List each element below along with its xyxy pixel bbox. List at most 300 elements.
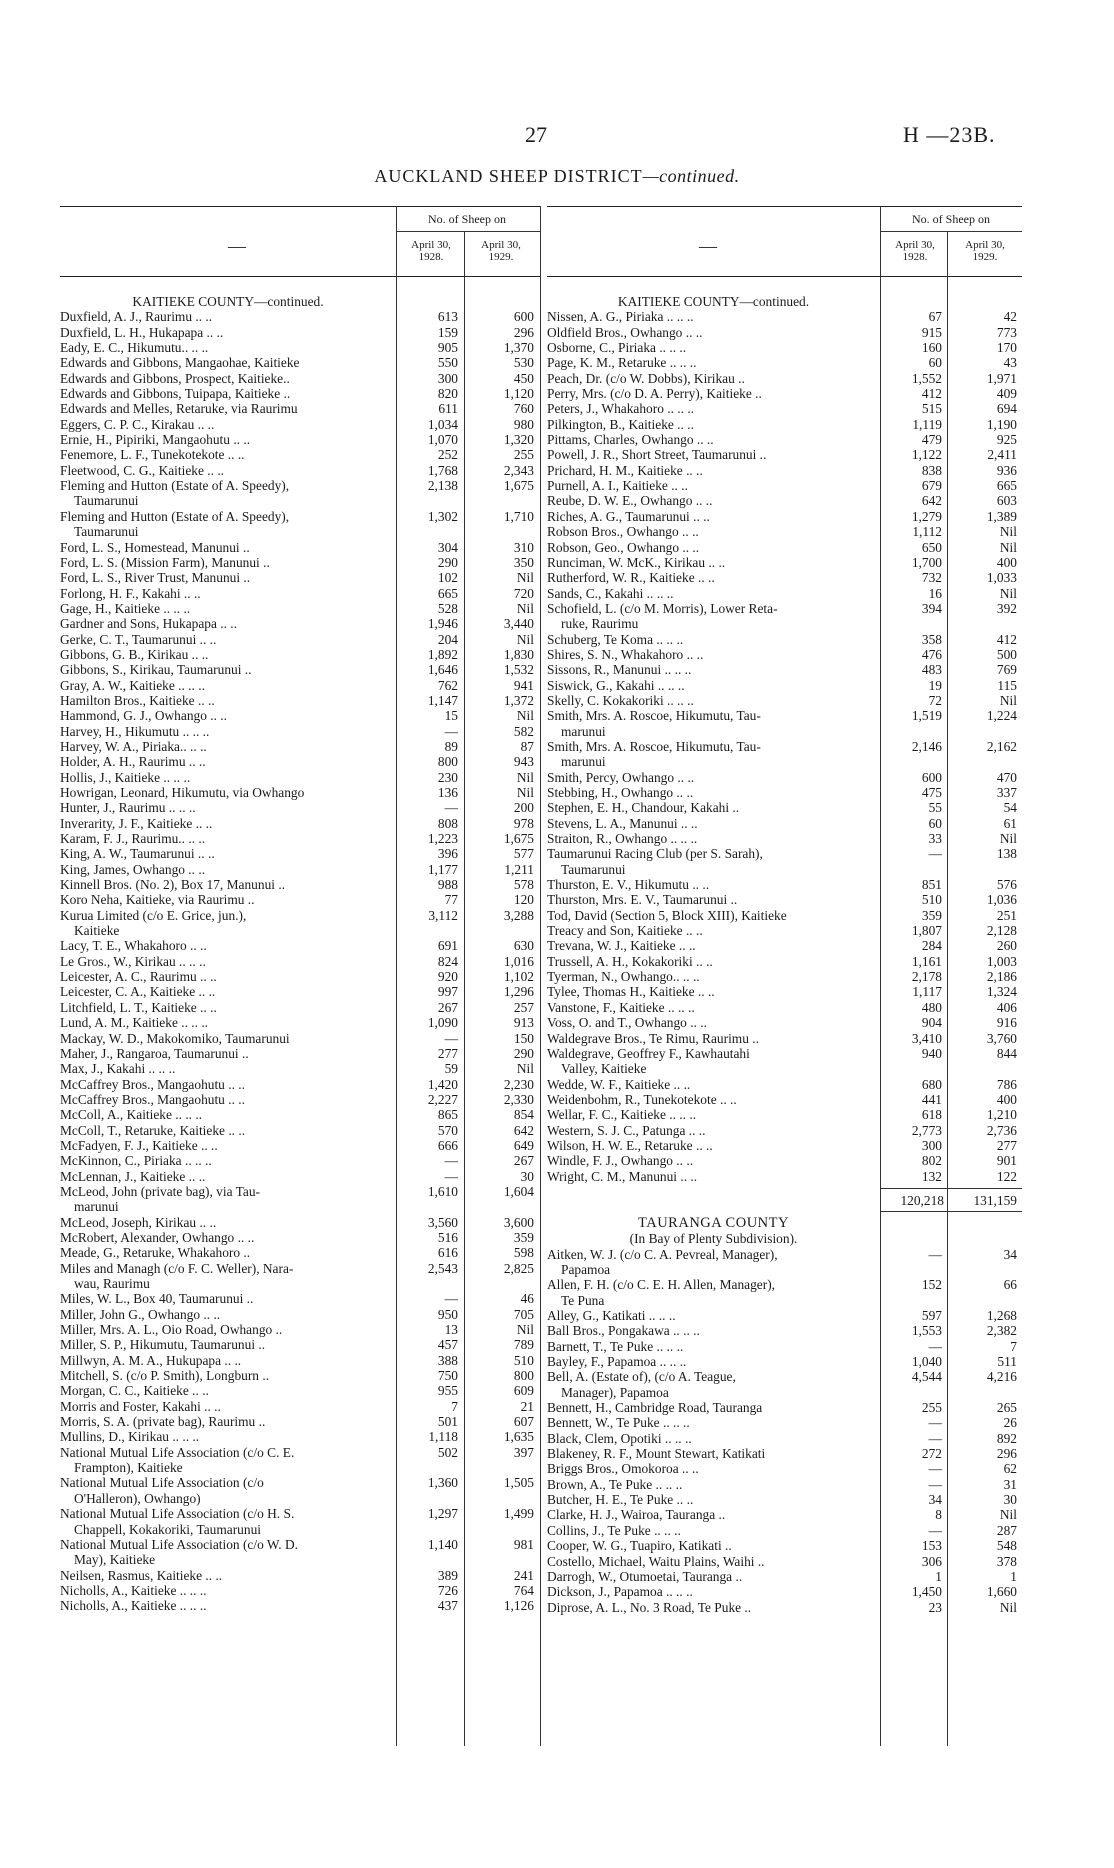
table-row: [547, 616, 1022, 631]
owner-name: Morgan, C. C., Kaitieke .. ..: [60, 1383, 209, 1399]
owner-name: Mackay, W. D., Makokomiko, Taumarunui: [60, 1030, 290, 1046]
sheep-1929: 1,372: [503, 692, 534, 708]
table-row: [60, 1368, 540, 1383]
owner-name: Pittams, Charles, Owhango .. ..: [547, 432, 714, 448]
sheep-1929: 694: [996, 401, 1017, 417]
sheep-1928: 284: [921, 938, 942, 954]
owner-name: National Mutual Life Association (c/o C. E.: [60, 1444, 295, 1460]
sheep-1928: 60: [928, 815, 942, 831]
owner-name: Manager), Papamoa: [561, 1384, 669, 1400]
owner-name: Litchfield, L. T., Kaitieke .. ..: [60, 999, 217, 1015]
sheep-1928: 1,161: [911, 953, 942, 969]
table-row: [547, 693, 1022, 708]
table-row: [547, 340, 1022, 355]
sheep-1928: 230: [437, 769, 458, 785]
sheep-1928: 1,118: [428, 1429, 458, 1445]
table-row: [60, 1184, 540, 1199]
sheep-1928: 204: [437, 631, 458, 647]
table-row: [547, 371, 1022, 386]
table-row: [60, 417, 540, 432]
table-row: [60, 1322, 540, 1337]
sheep-1928: —: [444, 1030, 458, 1046]
owner-name: Miles and Managh (c/o F. C. Weller), Nara-: [60, 1260, 294, 1276]
owner-name: Purnell, A. I., Kaitieke .. ..: [547, 478, 688, 494]
sheep-1928: 475: [921, 785, 942, 800]
sheep-1929: 62: [1003, 1461, 1017, 1477]
table-row: [60, 1399, 540, 1414]
sheep-1929: 642: [513, 1122, 534, 1138]
sheep-1929: Nil: [516, 708, 534, 724]
table-row: [547, 969, 1022, 984]
table-row: [547, 493, 1022, 508]
table-row: [547, 1400, 1022, 1415]
owner-name: Fleetwood, C. G., Kaitieke .. ..: [60, 462, 225, 478]
sheep-1928: 865: [437, 1107, 458, 1123]
sheep-1928: 19: [928, 677, 942, 693]
sheep-1928: 988: [437, 877, 458, 893]
sheep-1928: 388: [437, 1352, 458, 1368]
owner-name: Nissen, A. G., Piriaka .. .. ..: [547, 309, 694, 325]
owner-name: Frampton), Kaitieke: [74, 1460, 183, 1476]
owner-name: McCaffrey Bros., Mangaohutu .. ..: [60, 1091, 245, 1107]
sheep-1929: Nil: [516, 631, 534, 647]
sheep-1929: 980: [513, 416, 534, 432]
owner-name: Millwyn, A. M. A., Hukupapa .. ..: [60, 1352, 242, 1368]
sheep-1928: 152: [921, 1277, 942, 1293]
owner-name: Bayley, F., Papamoa .. .. ..: [547, 1354, 687, 1370]
sheep-1929: 769: [996, 662, 1017, 678]
sheep-1928: 1,177: [427, 861, 458, 877]
sheep-1928: —: [444, 723, 458, 739]
sheep-1928: 1,610: [427, 1183, 458, 1199]
owner-name: Meade, G., Retaruke, Whakahoro ..: [60, 1245, 251, 1261]
table-row: [60, 831, 540, 846]
sheep-1929: Nil: [516, 570, 534, 586]
sheep-1929: 400: [996, 554, 1017, 570]
sheep-1929: 296: [513, 324, 534, 340]
sheep-1928: 23: [928, 1599, 942, 1615]
owner-name: Bennett, H., Cambridge Road, Tauranga: [547, 1400, 763, 1416]
sheep-1928: 642: [921, 493, 942, 509]
sheep-1928: 3,410: [911, 1030, 942, 1046]
owner-name: McRobert, Alexander, Owhango .. ..: [60, 1229, 255, 1245]
owner-name: Siswick, G., Kakahi .. .. ..: [547, 677, 685, 693]
sheep-1929: 4,216: [986, 1369, 1017, 1385]
sheep-1928: 905: [437, 340, 458, 356]
sheep-1928: 159: [437, 324, 458, 340]
table-row: [60, 1276, 540, 1291]
sheep-1928: 483: [921, 662, 942, 678]
sheep-1928: 72: [928, 692, 942, 708]
document-reference: H —23B.: [903, 122, 996, 147]
sheep-1928: 479: [921, 432, 942, 448]
sheep-1929: 3,288: [503, 907, 534, 923]
sheep-1929: 916: [996, 1015, 1017, 1031]
table-row: [547, 632, 1022, 647]
owner-name: Harvey, H., Hikumutu .. .. ..: [60, 723, 210, 739]
header-date-1928: April 30, 1928.: [411, 239, 451, 263]
sheep-1929: 603: [996, 493, 1017, 509]
sheep-1928: 851: [921, 877, 942, 893]
table-row: [60, 586, 540, 601]
sheep-1928: 15: [444, 708, 458, 724]
sheep-1929: 530: [513, 355, 534, 371]
sheep-1928: 7: [451, 1398, 458, 1414]
owner-name: Ernie, H., Pipiriki, Mangaohutu .. ..: [60, 432, 251, 448]
owner-name: Windle, F. J., Owhango .. ..: [547, 1153, 694, 1169]
sheep-1929: 1,036: [986, 892, 1017, 908]
sheep-1928: 904: [921, 1015, 942, 1031]
table-row: [60, 954, 540, 969]
owner-name: Ford, L. S., River Trust, Manunui ..: [60, 570, 251, 586]
sheep-1929: 1,033: [986, 570, 1017, 586]
sheep-1929: 3,440: [503, 616, 534, 632]
owner-name: Morris and Foster, Kakahi .. ..: [60, 1398, 221, 1414]
sheep-1929: 720: [513, 585, 534, 601]
table-row: [547, 1523, 1022, 1538]
owner-name: McCaffrey Bros., Mangaohutu .. ..: [60, 1076, 245, 1092]
table-row: [547, 892, 1022, 907]
sheep-1928: 1,140: [427, 1536, 458, 1552]
table-row: [547, 1262, 1022, 1277]
owner-name: Eady, E. C., Hikumutu.. .. ..: [60, 340, 209, 356]
owner-name: Wright, C. M., Manunui .. ..: [547, 1168, 698, 1184]
sheep-1928: 1,450: [911, 1584, 942, 1600]
table-row: [60, 1138, 540, 1153]
owner-name: Prichard, H. M., Kaitieke .. ..: [547, 462, 703, 478]
sheep-1928: 1,040: [911, 1354, 942, 1370]
owner-name: Hammond, G. J., Owhango .. ..: [60, 708, 227, 724]
sheep-1928: 457: [437, 1337, 458, 1353]
owner-name: Leicester, A. C., Raurimu .. ..: [60, 969, 217, 985]
owner-name: Bell, A. (Estate of), (c/o A. Teague,: [547, 1369, 736, 1385]
table-row: [60, 355, 540, 370]
sheep-1929: 1,190: [986, 416, 1017, 432]
sheep-1928: 2,138: [427, 478, 458, 494]
sheep-1928: 501: [437, 1414, 458, 1430]
owner-name: Miles, W. L., Box 40, Taumarunui ..: [60, 1291, 254, 1307]
owner-name: Gage, H., Kaitieke .. .. ..: [60, 600, 191, 616]
table-row: [60, 401, 540, 416]
sheep-1928: 732: [921, 570, 942, 586]
table-row: [547, 984, 1022, 999]
owner-name: Ball Bros., Pongakawa .. .. ..: [547, 1323, 700, 1339]
sheep-1928: 1,297: [427, 1506, 458, 1522]
sheep-1928: 800: [437, 754, 458, 770]
owner-name: Trussell, A. H., Kokakoriki .. ..: [547, 953, 713, 969]
sheep-1929: 649: [513, 1137, 534, 1153]
sheep-1928: 255: [921, 1400, 942, 1416]
sheep-1929: Nil: [516, 769, 534, 785]
owner-name: Gibbons, S., Kirikau, Taumarunui ..: [60, 662, 252, 678]
sheep-1929: 1,660: [986, 1584, 1017, 1600]
sheep-1929: 844: [996, 1045, 1017, 1061]
owner-name: Taumarunui Racing Club (per S. Sarah),: [547, 846, 763, 862]
sheep-1928: 252: [437, 447, 458, 463]
table-row: [547, 708, 1022, 723]
sheep-1928: 666: [437, 1137, 458, 1153]
owner-name: Edwards and Gibbons, Prospect, Kaitieke..: [60, 370, 290, 386]
owner-name: ruke, Raurimu: [561, 616, 639, 632]
sheep-1929: 1,499: [503, 1506, 534, 1522]
sheep-1929: 582: [513, 723, 534, 739]
sheep-1928: 650: [921, 539, 942, 555]
table-row: [60, 632, 540, 647]
sheep-1929: 1: [1010, 1568, 1017, 1584]
table-row: [60, 1031, 540, 1046]
sheep-1929: 1,224: [986, 708, 1017, 724]
owner-name: Morris, S. A. (private bag), Raurimu ..: [60, 1414, 266, 1430]
sheep-1929: 978: [513, 815, 534, 831]
owner-name: Trevana, W. J., Kaitieke .. ..: [547, 938, 696, 954]
sheep-1928: 762: [437, 677, 458, 693]
table-row: [60, 555, 540, 570]
owner-name: Kaitieke: [74, 923, 120, 939]
sheep-1928: 153: [921, 1538, 942, 1554]
table-row: [60, 601, 540, 616]
table-row: [60, 1337, 540, 1352]
owner-name: Kurua Limited (c/o E. Grice, jun.),: [60, 907, 247, 923]
owner-name: Harvey, W. A., Piriaka.. .. ..: [60, 738, 207, 754]
sheep-1928: 613: [437, 309, 458, 325]
table-row: [547, 386, 1022, 401]
sheep-1929: 913: [513, 1015, 534, 1031]
table-row: [547, 938, 1022, 953]
sheep-1929: 2,411: [987, 447, 1017, 463]
table-row: [60, 678, 540, 693]
owner-name: Ford, L. S. (Mission Farm), Manunui ..: [60, 554, 270, 570]
table-row: [547, 877, 1022, 892]
sheep-1929: 1,370: [503, 340, 534, 356]
sheep-1928: 290: [437, 554, 458, 570]
table-row: [547, 770, 1022, 785]
section-heading-tauranga: TAURANGA COUNTY: [638, 1214, 789, 1231]
table-row: [60, 1215, 540, 1230]
sheep-1928: 2,178: [911, 969, 942, 985]
owner-name: Fenemore, L. F., Tunekotekote .. ..: [60, 447, 245, 463]
table-row: [60, 1414, 540, 1429]
sheep-1928: 267: [437, 999, 458, 1015]
sheep-1928: —: [444, 1153, 458, 1169]
sheep-1929: Nil: [999, 524, 1017, 540]
table-row: [547, 1569, 1022, 1584]
sheep-1928: 820: [437, 386, 458, 402]
sheep-1928: 396: [437, 846, 458, 862]
table-row: [60, 1000, 540, 1015]
sheep-1928: —: [928, 846, 942, 862]
sheep-1929: 2,186: [986, 969, 1017, 985]
sheep-1928: 67: [928, 309, 942, 325]
sheep-1929: 1,710: [503, 508, 534, 524]
total-row: [547, 1189, 1022, 1211]
table-row: [60, 432, 540, 447]
table-row: [547, 432, 1022, 447]
sheep-1928: 2,773: [911, 1122, 942, 1138]
table-row: [60, 1522, 540, 1537]
sheep-1928: 838: [921, 462, 942, 478]
sheep-1929: 3,600: [503, 1214, 534, 1230]
table-row: [60, 1153, 540, 1168]
sheep-1929: 600: [513, 309, 534, 325]
table-row: [547, 1554, 1022, 1569]
sheep-1928: 915: [921, 324, 942, 340]
sheep-1929: 265: [996, 1400, 1017, 1416]
table-row: [547, 831, 1022, 846]
owner-name: Koro Neha, Kaitieke, via Raurimu ..: [60, 892, 255, 908]
table-row: [60, 724, 540, 739]
sheep-1929: 120: [513, 892, 534, 908]
header-date-1929: April 30, 1929.: [481, 239, 521, 263]
sheep-1928: 1,117: [912, 984, 942, 1000]
owner-name: Rutherford, W. R., Kaitieke .. ..: [547, 570, 715, 586]
sheep-1928: —: [444, 800, 458, 816]
sheep-1928: 476: [921, 646, 942, 662]
table-row: [60, 969, 540, 984]
owner-name: wau, Raurimu: [74, 1276, 150, 1291]
sheep-1929: 31: [1003, 1476, 1017, 1492]
sheep-1929: 296: [996, 1446, 1017, 1462]
owner-name: Riches, A. G., Taumarunui .. ..: [547, 508, 710, 524]
section-heading: KAITIEKE COUNTY—continued.: [132, 294, 324, 309]
sheep-1929: Nil: [999, 1599, 1017, 1615]
owner-name: Waldegrave Bros., Te Rimu, Raurimu ..: [547, 1030, 759, 1046]
owner-name: Western, S. J. C., Patunga .. ..: [547, 1122, 706, 1138]
owner-name: Peters, J., Whakahoro .. .. ..: [547, 401, 695, 417]
sheep-1928: 306: [921, 1553, 942, 1569]
table-row: [547, 1293, 1022, 1308]
sheep-1928: 726: [437, 1582, 458, 1598]
table-row: [60, 938, 540, 953]
sheep-1928: 1,302: [427, 508, 458, 524]
sheep-1928: 480: [921, 999, 942, 1015]
sheep-1929: 267: [513, 1153, 534, 1169]
sheep-1928: —: [928, 1415, 942, 1431]
table-row: [547, 586, 1022, 601]
header-no-of-sheep: No. of Sheep on: [428, 212, 506, 226]
table-row: [60, 662, 540, 677]
owner-name: Wellar, F. C., Kaitieke .. .. ..: [547, 1107, 697, 1123]
sheep-1929: 43: [1003, 355, 1017, 371]
table-row: [547, 1077, 1022, 1092]
sheep-1929: 510: [513, 1352, 534, 1368]
table-row: [60, 493, 540, 508]
owner-name: Gray, A. W., Kaitieke .. .. ..: [60, 677, 205, 693]
table-row: [547, 524, 1022, 539]
table-row: [547, 1169, 1022, 1184]
sheep-1928: 616: [437, 1245, 458, 1261]
owner-name: Edwards and Gibbons, Tuipapa, Kaitieke ..: [60, 386, 291, 402]
owner-name: Smith, Mrs. A. Roscoe, Hikumutu, Tau-: [547, 708, 761, 724]
sheep-1929: 1,675: [503, 478, 534, 494]
table-row: [547, 816, 1022, 831]
owner-name: McLennan, J., Kaitieke .. ..: [60, 1168, 206, 1184]
sheep-1929: 1,604: [503, 1183, 534, 1199]
sheep-1928: 2,543: [427, 1260, 458, 1276]
owner-name: marunui: [74, 1199, 119, 1215]
sheep-1928: 2,227: [427, 1091, 458, 1107]
owner-name: Sands, C., Kakahi .. .. ..: [547, 585, 674, 601]
owner-name: Taumarunui: [561, 861, 626, 877]
sheep-1928: 1,360: [427, 1475, 458, 1491]
owner-name: Max, J., Kakahi .. .. ..: [60, 1061, 176, 1077]
table-row: [547, 785, 1022, 800]
sheep-1928: 597: [921, 1308, 942, 1323]
sheep-1928: 1,034: [427, 416, 458, 432]
sheep-1928: 389: [437, 1567, 458, 1583]
sheep-1929: 138: [996, 846, 1017, 862]
sheep-1929: Nil: [516, 1061, 534, 1077]
sheep-1928: 1,768: [427, 462, 458, 478]
sheep-1928: 132: [921, 1168, 942, 1184]
table-row: [547, 1431, 1022, 1446]
sheep-1928: 1,553: [911, 1323, 942, 1339]
owner-name: Hunter, J., Raurimu .. .. ..: [60, 800, 196, 816]
sheep-1929: 170: [996, 340, 1017, 356]
sheep-1928: —: [444, 1291, 458, 1307]
owner-name: Sissons, R., Manunui .. .. ..: [547, 662, 692, 678]
table-row: [547, 1015, 1022, 1030]
owner-name: Lund, A. M., Kaitieke .. .. ..: [60, 1015, 209, 1031]
sheep-1928: 570: [437, 1122, 458, 1138]
sheep-1929: 21: [520, 1398, 534, 1414]
table-row: [60, 1015, 540, 1030]
sheep-1928: 1,223: [427, 831, 458, 847]
owner-name: Peach, Dr. (c/o W. Dobbs), Kirikau ..: [547, 370, 745, 386]
table-row: [60, 846, 540, 861]
sheep-1928: 59: [444, 1061, 458, 1077]
owner-name: Neilsen, Rasmus, Kaitieke .. ..: [60, 1567, 223, 1583]
table-row: [547, 1000, 1022, 1015]
sheep-1929: 773: [996, 324, 1017, 340]
sheep-1928: 750: [437, 1368, 458, 1384]
table-row: [60, 1261, 540, 1276]
sheep-1928: 4,544: [911, 1369, 942, 1385]
sheep-1929: 46: [520, 1291, 534, 1307]
table-row: [547, 1046, 1022, 1061]
sheep-1929: 760: [513, 401, 534, 417]
table-row: [547, 463, 1022, 478]
table-row: [547, 908, 1022, 923]
table-row: [547, 325, 1022, 340]
sheep-1929: 122: [996, 1168, 1017, 1184]
sheep-1928: 665: [437, 585, 458, 601]
sheep-1929: 705: [513, 1306, 534, 1322]
sheep-1929: 350: [513, 554, 534, 570]
sheep-1929: 1,016: [503, 953, 534, 969]
table-row: [547, 540, 1022, 555]
table-row: [547, 1031, 1022, 1046]
sheep-1929: 30: [520, 1168, 534, 1184]
sheep-1929: 1,971: [986, 370, 1017, 386]
total-1928: 120,218: [900, 1192, 944, 1208]
sheep-1928: 955: [437, 1383, 458, 1399]
sheep-1929: 500: [996, 646, 1017, 662]
sheep-1929: 392: [996, 600, 1017, 616]
right-column: [547, 206, 1022, 1746]
sheep-1929: 2,382: [986, 1323, 1017, 1339]
owner-name: Stevens, L. A., Manunui .. ..: [547, 815, 698, 831]
sheep-1929: 1,324: [986, 984, 1017, 1000]
owner-name: Chappell, Kokakoriki, Taumarunui: [74, 1521, 261, 1537]
sheep-1929: 1,003: [986, 953, 1017, 969]
owner-name: Schofield, L. (c/o M. Morris), Lower Reta-: [547, 600, 778, 616]
sheep-1929: 1,675: [503, 831, 534, 847]
sheep-1929: 943: [513, 754, 534, 770]
table-row: [547, 1415, 1022, 1430]
owner-name: Osborne, C., Piriaka .. .. ..: [547, 340, 687, 356]
owner-name: Allen, F. H. (c/o C. E. H. Allen, Manager),: [547, 1277, 776, 1293]
sheep-1928: 515: [921, 401, 942, 417]
